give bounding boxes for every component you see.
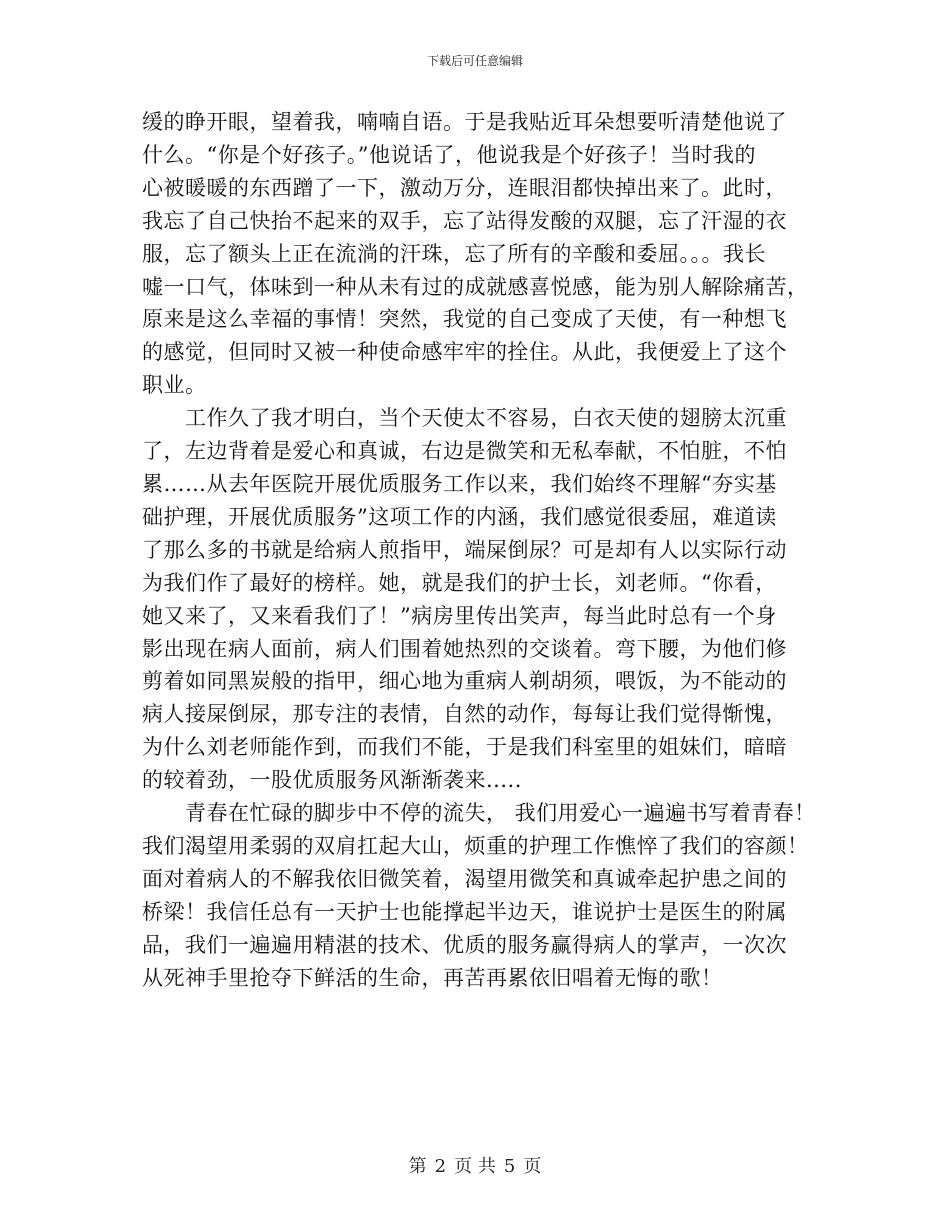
footer-suffix: 页 (523, 1156, 542, 1177)
text-line: 的感觉，但同时又被一种使命感牢牢的拴住。从此，我便爱上了这个 (142, 340, 787, 365)
footer-prefix: 第 (408, 1156, 427, 1177)
text-line: 职业。 (142, 373, 207, 398)
text-line: 服，忘了额头上正在流淌的汗珠，忘了所有的辛酸和委屈。。。我长 (142, 241, 766, 266)
text-line: 桥梁！我信任总有一天护士也能撑起半边天，谁说护士是医生的附属 (142, 899, 787, 924)
page-header: 下载后可任意编辑 (426, 54, 523, 68)
text-line: 为我们作了最好的榜样。她，就是我们的护士长，刘老师。“你看， (142, 570, 777, 595)
text-line: 病人接屎倒尿，那专注的表情，自然的动作，每每让我们觉得惭愧， (142, 702, 787, 727)
text-line: 嘘一口气，体味到一种从未有过的成就感喜悦感，能为别人解除痛苦， (142, 274, 809, 299)
text-line: 累……从去年医院开展优质服务工作以来，我们始终不理解“夯实基 (142, 471, 777, 496)
text-line: 影出现在病人面前，病人们围着她热烈的交谈着。弯下腰，为他们修 (142, 636, 787, 661)
text-line: 面对着病人的不解我依旧微笑着，渴望用微笑和真诚牵起护患之间的 (142, 866, 787, 891)
text-line: 我忘了自己快抬不起来的双手，忘了站得发酸的双腿，忘了汗湿的衣 (142, 208, 787, 233)
text-line: 青春在忙碌的脚步中不停的流失， 我们用爱心一遍遍书写着青春！ (142, 801, 816, 826)
text-line: 品，我们一遍遍用精湛的技术、优质的服务赢得病人的掌声，一次次 (142, 932, 787, 957)
text-line: 剪着如同黑炭般的指甲，细心地为重病人剃胡须，喂饭，为不能动的 (142, 669, 787, 694)
total-pages: 5 (503, 1156, 516, 1177)
text-line: 了，左边背着是爱心和真诚，右边是微笑和无私奉献，不怕脏，不怕 (142, 439, 787, 464)
text-line: 为什么刘老师能作到，而我们不能，于是我们科室里的姐妹们，暗暗 (142, 735, 787, 760)
text-line: 从死神手里抢夺下鲜活的生命，再苦再累依旧唱着无悔的歌！ (142, 965, 723, 990)
text-line: 的较着劲，一股优质服务风渐渐袭来..... (142, 768, 522, 793)
text-line: 工作久了我才明白，当个天使太不容易，白衣天使的翅膀太沉重 (142, 406, 787, 431)
text-line: 我们渴望用柔弱的双肩扛起大山，烦重的护理工作憔悴了我们的容颜！ (142, 833, 809, 858)
body-text (142, 106, 822, 994)
text-line: 什么。“你是个好孩子。”他说话了，他说我是个好孩子！当时我的 (142, 142, 756, 167)
page-number: 2 (434, 1156, 447, 1177)
text-line: 原来是这么幸福的事情！突然，我觉的自己变成了天使，有一种想飞 (142, 307, 787, 332)
text-line: 了那么多的书就是给病人煎指甲，端屎倒尿？可是却有人以实际行动 (142, 537, 787, 562)
text-line: 心被暖暖的东西蹭了一下，激动万分，连眼泪都快掉出来了。此时， (142, 175, 787, 200)
text-line: 础护理，开展优质服务”这项工作的内涵，我们感觉很委屈，难道读 (142, 504, 777, 529)
text-line: 她又来了，又来看我们了！”病房里传出笑声，每当此时总有一个身 (142, 603, 777, 628)
footer-middle: 页 共 (454, 1156, 496, 1177)
text-line: 缓的睁开眼，望着我，喃喃自语。于是我贴近耳朵想要听清楚他说了 (142, 110, 787, 134)
page-footer (0, 1152, 950, 1178)
